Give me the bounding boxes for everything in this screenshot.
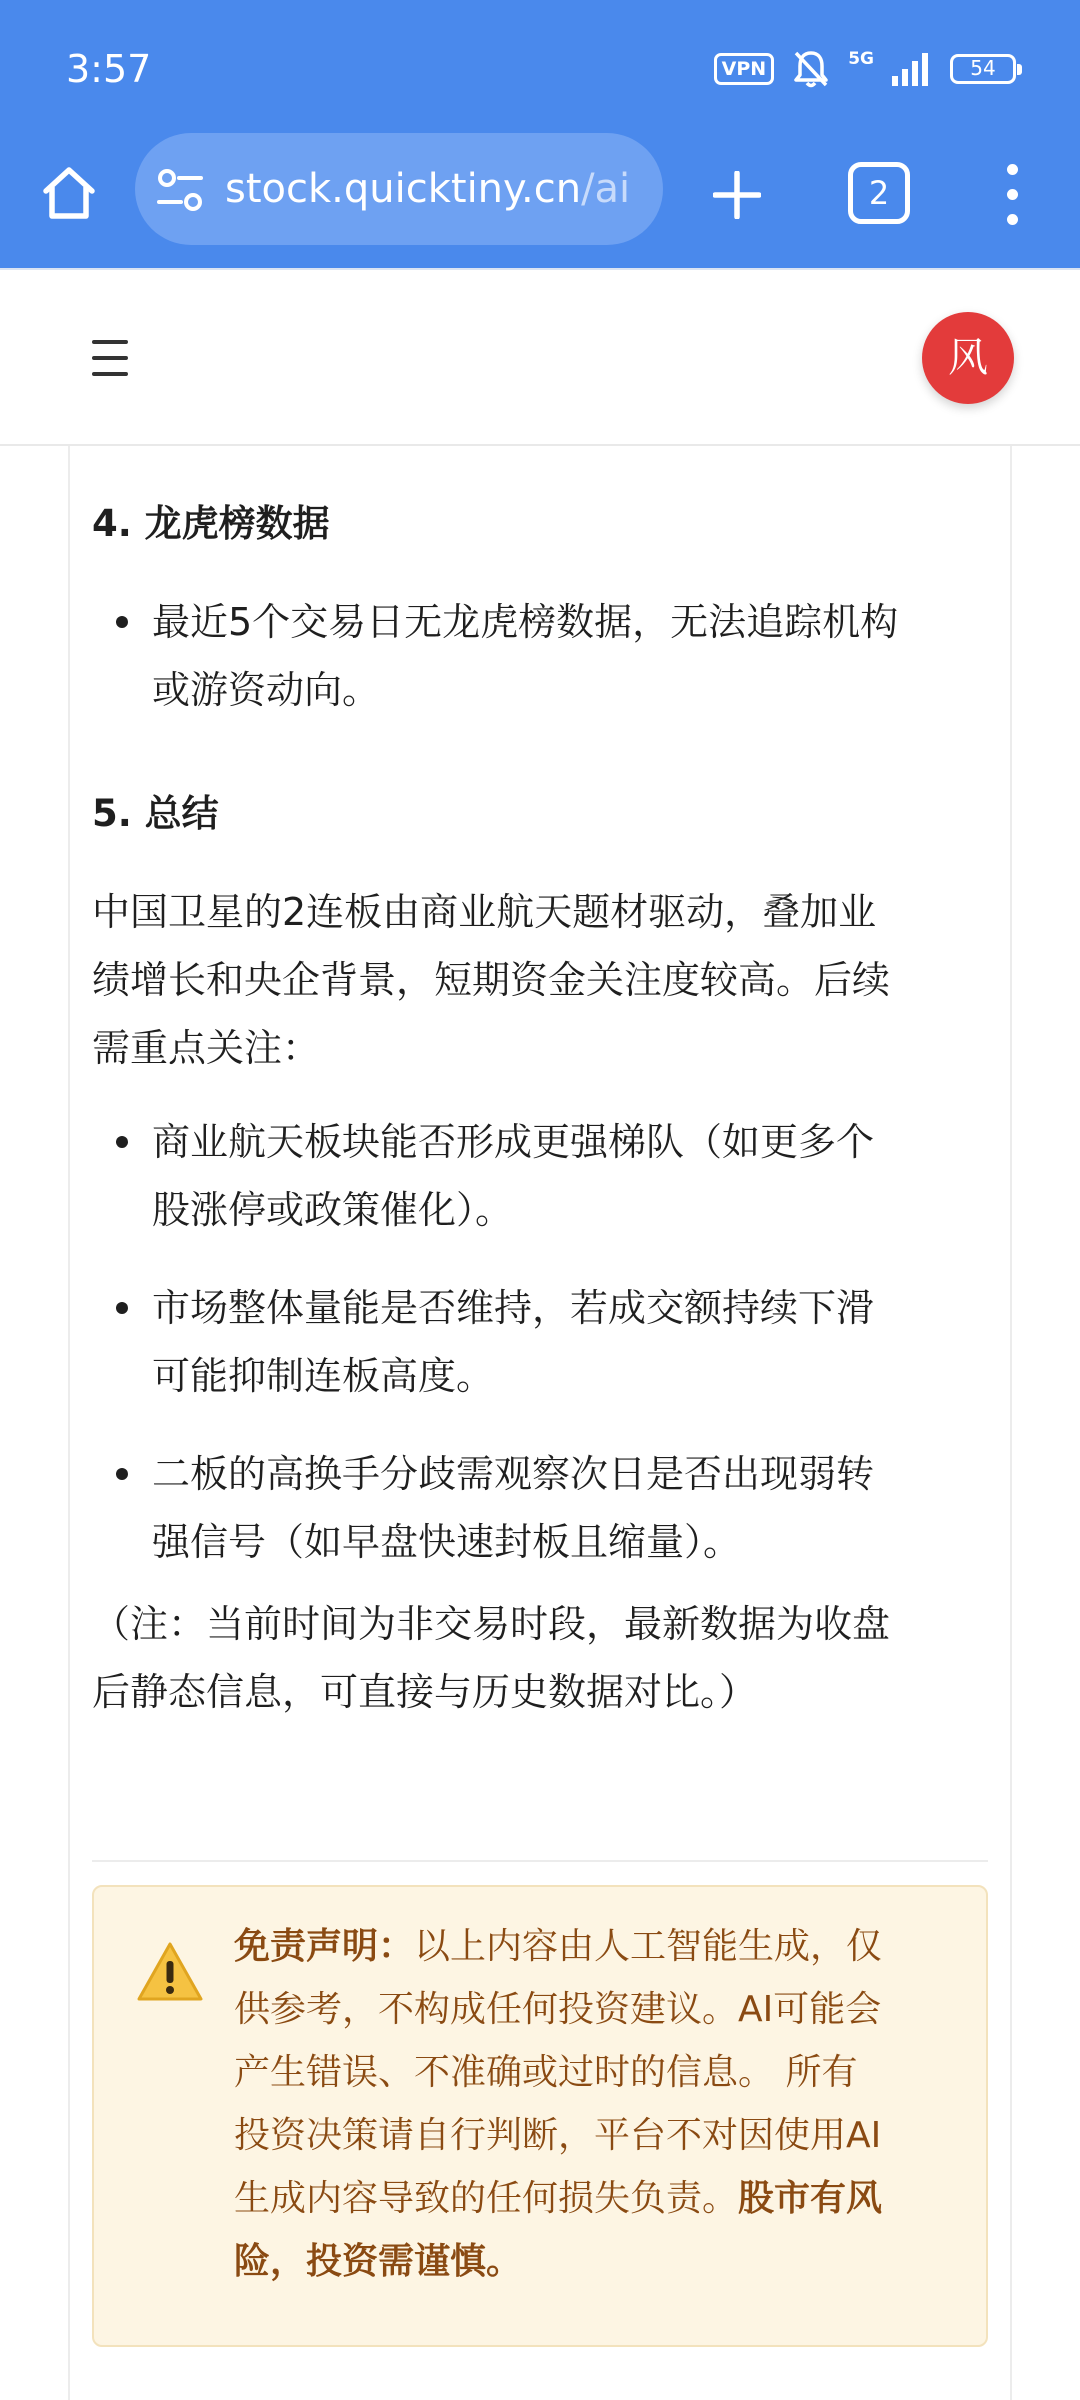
- plus-icon: [713, 171, 761, 219]
- url-path: /ai: [581, 166, 631, 212]
- bell-muted-icon: [792, 49, 830, 89]
- risk-warning: 险，投资需谨慎。: [234, 2241, 523, 2282]
- list-item: [92, 588, 992, 724]
- menu-dot-icon: [1007, 189, 1018, 200]
- battery-icon: 54: [950, 54, 1016, 84]
- warning-icon: [136, 1941, 204, 2003]
- address-bar[interactable]: [135, 133, 663, 245]
- status-icons: [714, 48, 1016, 90]
- list-item-line: 股涨停或政策催化）。: [152, 1188, 514, 1232]
- paragraph-line: 中国卫星的2连板由商业航天题材驱动，叠加业: [92, 890, 877, 934]
- vpn-icon: VPN: [714, 53, 775, 85]
- more-menu-button[interactable]: [990, 152, 1034, 236]
- user-avatar[interactable]: 风: [922, 312, 1014, 404]
- disclaimer-label: 免责声明：: [234, 1926, 415, 1967]
- home-button[interactable]: [34, 158, 104, 228]
- disclaimer-line: 产生错误、不准确或过时的信息。 所有: [234, 2052, 858, 2093]
- list-item: [92, 1274, 992, 1410]
- list-item-line: 市场整体量能是否维持，若成交额持续下滑: [152, 1286, 875, 1330]
- home-icon: [40, 165, 98, 221]
- note-paragraph: [92, 1590, 992, 1726]
- paragraph-line: 绩增长和央企背景，短期资金关注度较高。后续: [92, 958, 891, 1002]
- risk-warning: 股市有风: [738, 2178, 883, 2219]
- signal-icon: [892, 52, 932, 86]
- hamburger-menu-icon[interactable]: [92, 340, 132, 376]
- status-bar: [0, 0, 1080, 130]
- list-item: [92, 1440, 992, 1576]
- paragraph-line: 需重点关注：: [92, 1026, 321, 1070]
- site-header: [0, 272, 1080, 446]
- section-title-5: 5. 总结: [92, 792, 219, 835]
- menu-dot-icon: [1007, 164, 1018, 175]
- list-item-line: 二板的高换手分歧需观察次日是否出现弱转: [152, 1452, 875, 1496]
- disclaimer-line: 投资决策请自行判断，平台不对因使用AI: [234, 2115, 882, 2156]
- disclaimer-line: 供参考，不构成任何投资建议。AI可能会: [234, 1989, 882, 2030]
- list-item-line: 强信号（如早盘快速封板且缩量）。: [152, 1520, 742, 1564]
- disclaimer-text: [234, 1915, 950, 2293]
- summary-paragraph: [92, 878, 992, 1082]
- list-item-line: 可能抑制连板高度。: [152, 1354, 495, 1398]
- disclaimer-box: [92, 1885, 988, 2347]
- tab-switcher-button[interactable]: 2: [848, 162, 910, 224]
- network-type-label: 5G: [848, 49, 874, 69]
- disclaimer-line: 免责声明：以上内容由人工智能生成，仅: [234, 1926, 883, 1967]
- menu-dot-icon: [1007, 214, 1018, 225]
- paragraph-line: 后静态信息，可直接与历史数据对比。）: [92, 1670, 758, 1714]
- browser-toolbar: [0, 130, 1080, 270]
- list-item-line: 商业航天板块能否形成更强梯队（如更多个: [152, 1120, 875, 1164]
- disclaimer-line: [234, 2230, 950, 2293]
- site-settings-icon[interactable]: [155, 167, 205, 213]
- content-divider: [92, 1860, 988, 1862]
- new-tab-button[interactable]: [700, 158, 774, 232]
- url-text[interactable]: [225, 133, 630, 245]
- disclaimer-line: 生成内容导致的任何损失负责。股市有风: [234, 2178, 883, 2219]
- status-time: 3:57: [66, 47, 152, 91]
- list-item: [92, 1108, 992, 1244]
- paragraph-line: （注：当前时间为非交易时段，最新数据为收盘: [92, 1602, 891, 1646]
- url-host: stock.quicktiny.cn: [225, 166, 582, 212]
- section-title-4: 4. 龙虎榜数据: [92, 502, 330, 545]
- list-item-line: 最近5个交易日无龙虎榜数据，无法追踪机构: [152, 600, 899, 644]
- list-item-line: 或游资动向。: [152, 668, 381, 712]
